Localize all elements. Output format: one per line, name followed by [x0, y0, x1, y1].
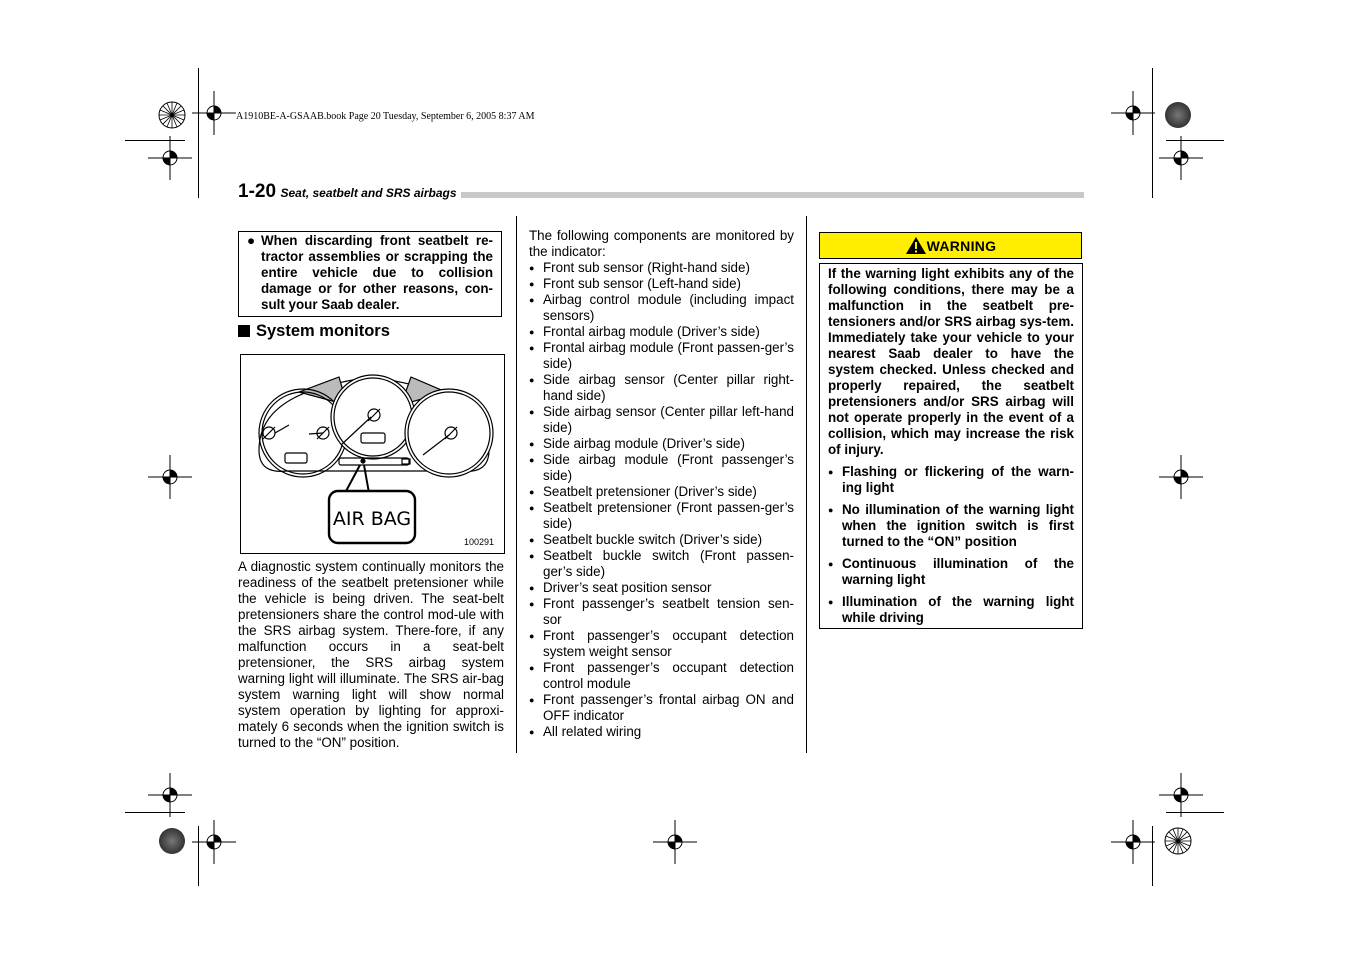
components-list: [529, 228, 794, 740]
warning-triangle-icon: [905, 236, 927, 255]
list-item: [828, 594, 1074, 626]
list-item-text: Flashing or flickering of the warn-ing light: [842, 464, 1074, 495]
bullet-icon: ●: [529, 663, 535, 673]
section-title: Seat, seatbelt and SRS airbags: [280, 186, 457, 200]
list-item: [529, 660, 794, 692]
list-item: [828, 464, 1074, 496]
list-item-text: Front passenger’s occupant detection control module: [543, 660, 794, 691]
bullet-icon: ●: [529, 343, 535, 353]
list-item-text: Seatbelt pretensioner (Front passen-ger’s side): [543, 500, 794, 531]
list-item-text: Side airbag sensor (Center pillar right-hand side): [543, 372, 794, 403]
components-items: [529, 260, 794, 740]
list-item: [529, 628, 794, 660]
list-item-text: Front sub sensor (Right-hand side): [543, 260, 750, 275]
bullet-icon: ●: [529, 407, 535, 417]
list-item-text: Front passenger’s seatbelt tension sen-sor: [543, 596, 794, 627]
warning-text: If the warning light exhibits any of the following conditions, there may be a malfunction in the seatbelt pre-tensioners and/or SRS airbag sys-tem. Immediately take your vehicle to your nearest Saab dealer to have the system checked. Unless checked and properly repaired, the seatbelt pretensioners and/or SRS airbag will not operate properly in the event of a collision, which may increase the risk of injury.: [828, 266, 1074, 457]
list-item-text: Driver’s seat position sensor: [543, 580, 712, 595]
list-item-text: Side airbag module (Driver’s side): [543, 436, 745, 451]
warning-label: WARNING: [926, 237, 997, 254]
instrument-cluster-drawing: [241, 355, 504, 553]
section-heading: [238, 322, 390, 341]
airbag-label: AIR BAG: [332, 508, 412, 530]
note-item: [247, 233, 493, 313]
section-heading-text: System monitors: [256, 322, 390, 340]
bullet-icon: ●: [529, 327, 535, 337]
list-item: [529, 484, 794, 500]
list-item-text: Illumination of the warning light while driving: [842, 594, 1074, 625]
list-item: [529, 580, 794, 596]
column-rule-right: [806, 216, 807, 753]
bullet-icon: ●: [828, 597, 834, 607]
body-paragraph: A diagnostic system continually monitors the readiness of the seatbelt pretensioner while the vehicle is being driven. The seat-belt pretensioners share the control mod-ule with the SRS airbag system. There-fore, if any malfunction occurs in a seat-belt pretensioner, the SRS airbag system warning light will illuminate. The SRS air-bag system warning light will show normal system operation by lighting for approxi-mately 6 seconds when the ignition switch is turned to the “ON” position.: [238, 559, 504, 750]
note-box: [238, 231, 502, 317]
list-item: [529, 436, 794, 452]
list-item-text: Continuous illumination of the warning light: [842, 556, 1074, 587]
list-item-text: Frontal airbag module (Driver’s side): [543, 324, 760, 339]
list-item: [529, 692, 794, 724]
bullet-icon: ●: [529, 551, 535, 561]
list-item: [529, 372, 794, 404]
bullet-icon: ●: [247, 233, 256, 248]
bullet-icon: ●: [529, 295, 535, 305]
running-header: [238, 181, 461, 203]
list-item: [529, 452, 794, 484]
list-item: [828, 502, 1074, 550]
bullet-icon: ●: [529, 631, 535, 641]
bullet-icon: ●: [529, 263, 535, 273]
bullet-icon: ●: [828, 505, 834, 515]
list-item-text: All related wiring: [543, 724, 642, 739]
list-item-text: Seatbelt buckle switch (Driver’s side): [543, 532, 763, 547]
list-item: [529, 532, 794, 548]
bullet-icon: ●: [828, 467, 834, 477]
list-item-text: No illumination of the warning light when the ignition switch is first turned to the “ON” position: [842, 502, 1074, 549]
list-item-text: Side airbag sensor (Center pillar left-hand side): [543, 404, 794, 435]
list-item: [529, 260, 794, 276]
list-item-text: Side airbag module (Front passenger’s side): [543, 452, 794, 483]
list-item: [529, 548, 794, 580]
note-text: When discarding front seatbelt re-tractor assemblies or scrapping the entire vehicle due to collision damage or for other reasons, con-sult your Saab dealer.: [261, 233, 493, 312]
bullet-icon: ●: [529, 583, 535, 593]
list-item: [529, 324, 794, 340]
bullet-icon: ●: [529, 599, 535, 609]
list-item-text: Front passenger’s frontal airbag ON and OFF indicator: [543, 692, 794, 723]
figure-code: 100291: [463, 537, 494, 547]
list-item: [828, 556, 1074, 588]
list-item-text: Seatbelt buckle switch (Front passen-ger’s side): [543, 548, 794, 579]
list-item-text: Front sub sensor (Left-hand side): [543, 276, 741, 291]
bullet-icon: ●: [529, 727, 535, 737]
bullet-icon: ●: [529, 503, 535, 513]
warning-items: [828, 464, 1074, 626]
bullet-icon: ●: [828, 559, 834, 569]
instrument-cluster-figure: [240, 354, 505, 554]
square-bullet-icon: [238, 325, 250, 337]
warning-header: [819, 232, 1082, 259]
bullet-icon: ●: [529, 487, 535, 497]
bullet-icon: ●: [529, 455, 535, 465]
page-number: 1-20: [238, 181, 277, 202]
bullet-icon: ●: [529, 375, 535, 385]
list-item-text: Airbag control module (including impact sensors): [543, 292, 794, 323]
bullet-icon: ●: [529, 279, 535, 289]
column-rule-left: [516, 216, 517, 753]
list-item: [529, 276, 794, 292]
list-item: [529, 724, 794, 740]
bullet-icon: ●: [529, 695, 535, 705]
warning-box: [819, 263, 1083, 629]
list-item: [529, 340, 794, 372]
list-item: [529, 596, 794, 628]
list-item-text: Front passenger’s occupant detection system weight sensor: [543, 628, 794, 659]
list-item-text: Frontal airbag module (Front passen-ger’s side): [543, 340, 794, 371]
list-item: [529, 500, 794, 532]
components-intro: The following components are monitored by the indicator:: [529, 228, 794, 259]
list-item-text: Seatbelt pretensioner (Driver’s side): [543, 484, 757, 499]
list-item: [529, 292, 794, 324]
bullet-icon: ●: [529, 535, 535, 545]
bullet-icon: ●: [529, 439, 535, 449]
list-item: [529, 404, 794, 436]
book-info: A1910BE-A-GSAAB.book Page 20 Tuesday, September 6, 2005 8:37 AM: [236, 111, 535, 122]
